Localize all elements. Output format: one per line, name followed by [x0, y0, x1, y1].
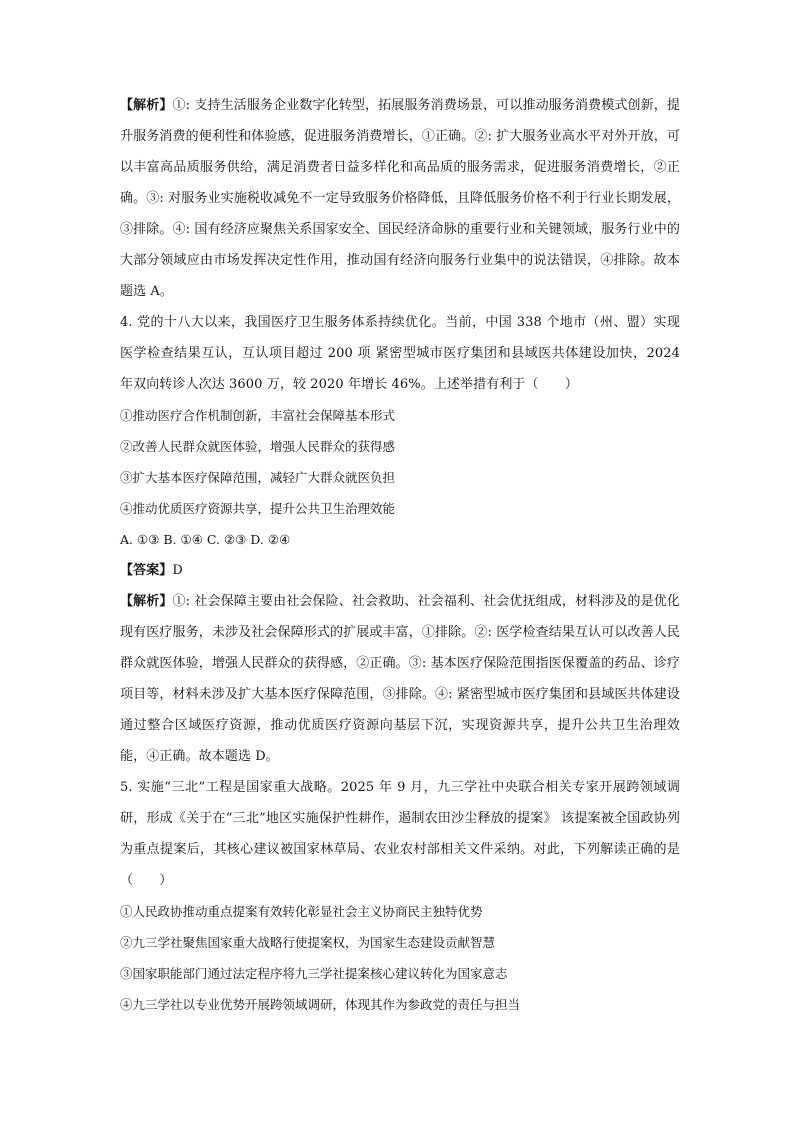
q4-option-4: ④推动优质医疗资源共享，提升公共卫生治理效能 — [120, 501, 396, 516]
q4-analysis-text: ①: 社会保障主要由社会保险、社会救助、社会福利、社会优抚组成，材料涉及的是优化现有医疗服务，未涉及社会保障形式的扩展或丰富，①排除。②: 医学检查结果互认可以改善人民群众就医体验，增强人民群众的获得感，②正确。③: 基本医疗保险范围指医保覆盖的药品、诊疗项目等，材料未涉及扩大基本医疗保障范围，③排除。④: 紧密型城市医疗集团和县域医共体建设通过整合区域医疗资源，推动优质医疗资源向基层下沉，实现资源共享，提升公共卫生治理效能，④正确。故本题选 D。 — [120, 594, 681, 764]
q4-answer-label: 【答案】 — [120, 563, 173, 578]
q4-option-2: ②改善人民群众就医体验，增强人民群众的获得感 — [120, 439, 396, 454]
q5-option-1: ①人民政协推动重点提案有效转化彰显社会主义协商民主独特优势 — [120, 904, 483, 919]
q3-analysis — [120, 90, 680, 307]
q3-analysis-text: ①: 支持生活服务企业数字化转型，拓展服务消费场景，可以推动服务消费模式创新，提升服务消费的便利性和体验感，促进服务消费增长，①正确。②: 扩大服务业高水平对外开放，可以丰富高品质服务供给，满足消费者日益多样化和高品质的服务需求，促进服务消费增长，②正确。③: 对服务业实施税收减免不一定导致服务价格降低，且降低服务价格不利于行业长期发展，③排除。④: 国有经济应聚焦关系国家安全、国民经济命脉的重要行业和关键领域，服务行业中的大部分领域应由市场发挥决定性作用，推动国有经济向服务行业集中的说法错误，④排除。故本题选 A。 — [120, 98, 681, 299]
q3-analysis-label: 【解析】 — [120, 98, 173, 113]
q4-answer-value: D — [172, 563, 183, 578]
q4-choices: A. ①③ B. ①④ C. ②③ D. ②④ — [120, 532, 291, 547]
q5-option-2: ②九三学社聚焦国家重大战略行使提案权，为国家生态建设贡献智慧 — [120, 935, 496, 950]
q5-option-4: ④九三学社以专业优势开展跨领域调研，体现其作为参政党的责任与担当 — [120, 997, 521, 1012]
q4-option-3: ③扩大基本医疗保障范围，减轻广大群众就医负担 — [120, 470, 396, 485]
page-content — [120, 90, 680, 1020]
q4-analysis — [120, 586, 680, 772]
q4-answer — [120, 555, 680, 586]
q5-option-3: ③国家职能部门通过法定程序将九三学社提案核心建议转化为国家意志 — [120, 966, 508, 981]
q4-option-1: ①推动医疗合作机制创新，丰富社会保障基本形式 — [120, 408, 396, 423]
q5-stem: 5. 实施“三北”工程是国家重大战略。2025 年 9 月，九三学社中央联合相关专家开展跨领域调研，形成《关于在“三北”地区实施保护性耕作，遏制农田沙尘释放的提案》 该提案被全国政协列为重点提案后，其核心建议被国家林草局、农业农村部相关文件采纳。对此，下列解读正确的是（ ） — [120, 780, 680, 888]
q4-stem: 4. 党的十八大以来，我国医疗卫生服务体系持续优化。当前，中国 338 个地市（州、盟）实现医学检查结果互认，互认项目超过 200 项 紧密型城市医疗集团和县域医共体建设加快，2024 年双向转诊人次达 3600 万，较 2020 年增长 46%。上述举措有利于（ ） — [120, 315, 680, 392]
q4-analysis-label: 【解析】 — [120, 594, 173, 609]
